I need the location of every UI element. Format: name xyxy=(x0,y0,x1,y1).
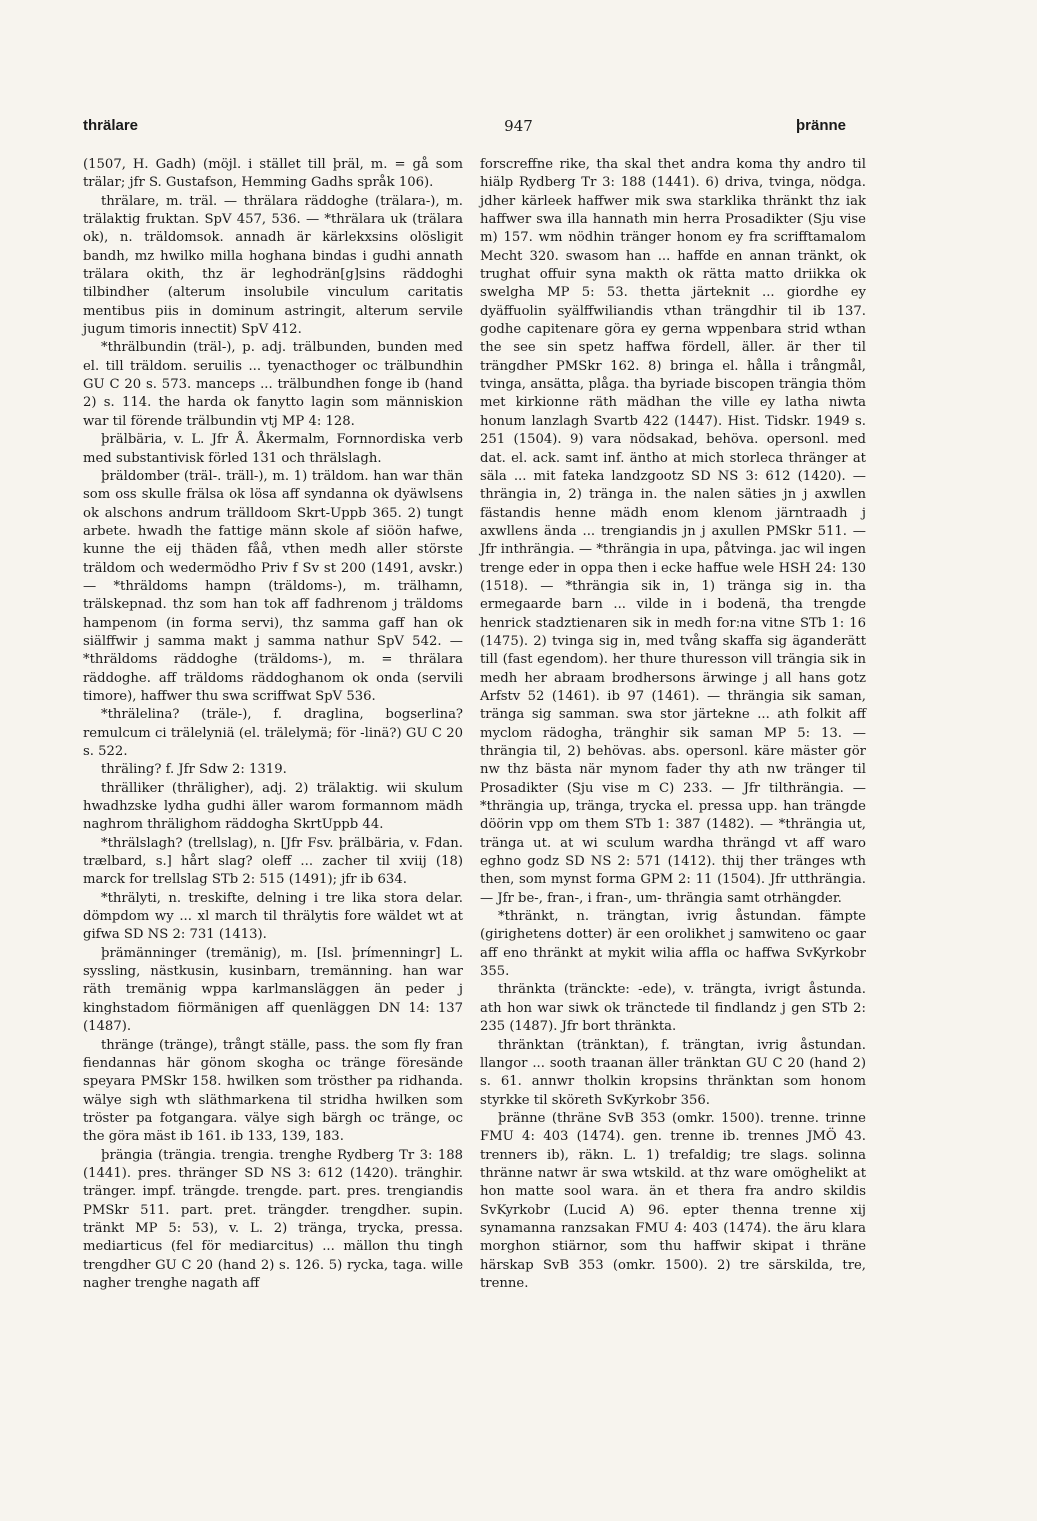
dictionary-entry: thränktan (tränktan), f. trängtan, ivrig åstundan. llangor ... sooth traanan äller tränktan GU C 20 (hand 2) s. 61. annwr tholkin kropsins thränktan som honom styrkke til sköreth SvKyrkobr 356. xyxy=(480,1037,866,1108)
dictionary-entry: þrälbäria, v. L. Jfr Å. Åkermalm, Fornnordiska verb med substantivisk förled 131 och thrälslagh. xyxy=(83,432,463,466)
dictionary-entry: thräling? f. Jfr Sdw 2: 1319. xyxy=(101,762,287,778)
header-right-word: þränne xyxy=(795,117,846,134)
dictionary-entry: *thrälyti, n. treskifte, delning i tre lika stora delar. dömpdom wy ... xl march til thrälytis fore wäldet wt at gifwa SD NS 2: 731 (1413). xyxy=(83,890,463,943)
dictionary-entry: þrängia (trängia. trengia. trenghe Rydberg Tr 3: 188 (1441). pres. thränger SD NS 3: 612 (1420). tränghir. tränger. impf. trängde. trengde. part. pres. trengiandis PMSkr 511. part. pret. trängder. trengdher. supin. tränkt MP 5: 53), v. L. 2) tränga, trycka, pressa. mediarticus (fel för mediarcitus) ... mällon thu tingh trengdher GU C 20 (hand 2) s. 126. 5) rycka, taga. wille nagher trenghe nagath aff xyxy=(83,1147,463,1291)
dictionary-entry: (1507, H. Gadh) (möjl. i stället till þräl, m. = gå som trälar; jfr S. Gustafson, Hemming Gadhs språk 106). xyxy=(83,157,463,191)
dictionary-entry: *thrälbundin (träl-), p. adj. trälbunden, bunden med el. till träldom. seruilis ... tyenacthoger oc trälbundhin GU C 20 s. 573. manceps ... trälbundhen fonge ib (hand 2) s. 114. the harda ok fanytto lagin som människion war til förende trälbundin vtj MP 4: 128. xyxy=(83,340,463,429)
dictionary-entry: þrämänninger (tremänig), m. [Isl. þrímenningr] L. syssling, nästkusin, kusinbarn, tremänning. han war räth tremänig wppa karlmansläggen än peder j kinghstadom fiörmänigen aff quenläggen DN 14: 137 (1487). xyxy=(83,945,463,1035)
left-column xyxy=(83,156,463,1293)
dictionary-entry: thrälare, m. träl. — thrälara räddoghe (trälara-), m. trälaktig fruktan. SpV 457, 536. — *thrälara uk (trälara ok), n. träldomsok. annadh är kärlekxsins olösligit bandh, mz hwilko milla hoghana bindas i gudhi annath trälara okith, thz är leghodrän[g]sins räddoghi tilbindher (alterum insolubile vinculum caritatis mentibus piis in dominum astringit, alterum servile jugum timoris innectit) SpV 412. xyxy=(83,193,463,338)
dictionary-entry: *thrälelina? (träle-), f. draglina, bogserlina? remulcum ci trälelyniä (el. trälelymä; för -linä?) GU C 20 s. 522. xyxy=(83,707,463,759)
dictionary-entry: *thränkt, n. trängtan, ivrig åstundan. fämpte (girighetens dotter) är een orolikhet j samwiteno oc gaar aff eno thränkt at mykit wilia affla oc haffwa SvKyrkobr 355. xyxy=(480,909,866,980)
dictionary-entry: forscreffne rike, tha skal thet andra koma thy andro til hiälp Rydberg Tr 3: 188 (1441). 6) driva, tvinga, nödga. jdher kärleek haffwer mik swa starklika thränkt thz iak haffwer swa illa hannath min herra Prosadikter (Sju vise m) 157. wm nödhin tränger honom ey fra scrifftamalom Mecht 320. swasom han ... haffde en annan tränkt, ok trughat offuir syna makth ok rätta matto driikka ok swelgha MP 5: 53. thetta järteknit ... giordhe ey dyäffuolin syälffwiliandis vthan trängdhir til ib 137. godhe capitenare göra ey gerna wppenbara strid wthan the see sin spetz haffwa fördell, äller. är ther til trängdher PMSkr 162. 8) bringa el. hålla i trångmål, tvinga, ansätta, plåga. tha byriade biscopen trängia thöm met kirkionne räth mädhan the ville ey latha niwta honum lanzlagh Svartb 422 (1447). Hist. Tidskr. 1949 s. 251 (1504). 9) vara nödsakad, behöva. opersonl. med dat. el. ack. samt inf. äntho at mich storleca thränger at säla ... mit fateka landzgootz SD NS 3: 612 (1420). — thrängia in, 2) tränga in. the nalen säties jn j axwllen fästandis henne mädh enom klenom järntraadh j axwllens ända ... trengiandis jn j axullen PMSkr 511. — Jfr inthrängia. — *thrängia in upa, påtvinga. jac wil ingen trenge eder in oppa then i ecke haffue wele HSH 24: 130 (1518). — *thrängia sik in, 1) tränga sig in. tha ermegaarde barn ... vilde in i bodenä, tha trengde henrick stadztienaren sik in medh for:na vitne STb 1: 16 (1475). 2) tvinga sig in, med tvång skaffa sig äganderätt till (fast egendom). her thure thuresson vill trängia sik in medh her abraam brodhersons ärwinge j all hans gotz Arfstv 52 (1461). ib 97 (1461). — thrängia sik saman, tränga sig samman. swa stor järtekne ... ath folkit aff myclom rädogha, tränghir sik saman MP 5: 13. — thrängia til, 2) behövas. abs. opersonl. käre mäster gör nw thz bästa när mynom fader thy ath nw tränger til Prosadikter (Sju vise m C) 233. — Jfr tilthrängia. — *thrängia up, tränga, trycka el. pressa upp. han trängde döörin vpp om them STb 1: 387 (1482). — *thrängia ut, tränga ut. at wi sculum wardha thrängd vt aff waro eghno godz SD NS 2: 571 (1412). thij ther tränges wth then, som mynst forma GPM 2: 11 (1504). Jfr utthrängia. — Jfr be-, fran-, i fran-, um- thrängia samt otrhängder. xyxy=(480,157,866,906)
dictionary-entry: þräldomber (träl-. träll-), m. 1) träldom. han war thän som oss skulle frälsa ok lösa aff syndanna ok dyäwlsens ok alschons andrum trälldoom Skrt-Uppb 365. 2) tungt arbete. hwadh the fattige männ skole af siöön hafwe, kunne the eij thäden fåå, vthen medh aller störste träldom och wedermödho Priv f Sv st 200 (1491, avskr.) — *thräldoms hampn (träldoms-), m. trälhamn, trälskepnad. thz som han tok aff fadhrenom j träldoms hampenom (in forma servi), thz samma gaff han ok siälffwir j samma makt j samma nathur SpV 542. — *thräldoms räddoghe (träldoms-), m. = thrälara räddoghe. aff träldoms räddoghanom ok onda (servili timore), haffwer thu swa scriffwat SpV 536. xyxy=(83,468,463,704)
right-column xyxy=(480,156,866,1293)
dictionary-entry: thrälliker (thräligher), adj. 2) trälaktig. wii skulum hwadhzske lydha gudhi äller warom formannom mädh naghrom thrälighom räddogha SkrtUppb 44. xyxy=(83,780,463,833)
page-number: 947 xyxy=(504,117,533,135)
dictionary-entry: *thrälslagh? (trellslag), n. [Jfr Fsv. þrälbäria, v. Fdan. trælbard, s.] hårt slag? oleff ... zacher til xviij (18) marck for trellslag STb 2: 515 (1491); jfr ib 634. xyxy=(83,835,463,888)
dictionary-entry: þränne (thräne SvB 353 (omkr. 1500). trenne. trinne FMU 4: 403 (1474). gen. trenne ib. trennes JMÖ 43. trenners ib), räkn. L. 1) trefaldig; tre slags. solinna thränne natwr är swa wtskild. at thz ware omöghelikt at hon matte sool wara. än et thera fra andro skildis SvKyrkobr (Lucid A) 96. epter thenna trenne xij synamanna ranzsakan FMU 4: 403 (1474). the äru klara morghon stiärnor, som thu haffwir skipat i thräne härskap SvB 353 (omkr. 1500). 2) tre särskilda, tre, trenne. xyxy=(480,1110,866,1291)
header-left-word: thrälare xyxy=(83,117,139,134)
dictionary-entry: thränge (tränge), trångt ställe, pass. the som fly fran fiendannas här gönom skogha oc tränge föresände speyara PMSkr 158. hwilken som trösther pa ridhanda. wälye sigh wth släthmarkena til stridha hwilken som tröster pa fotgangara. välye sigh bärgh oc tränge, oc the göra mäst ib 161. ib 133, 139, 183. xyxy=(83,1037,463,1145)
page-header xyxy=(0,117,1037,137)
dictionary-entry: thränkta (tränckte: -ede), v. trängta, ivrigt åstunda. ath hon war siwk ok tränctede til findlandz j gen STb 2: 235 (1487). Jfr bort thränkta. xyxy=(480,982,866,1035)
